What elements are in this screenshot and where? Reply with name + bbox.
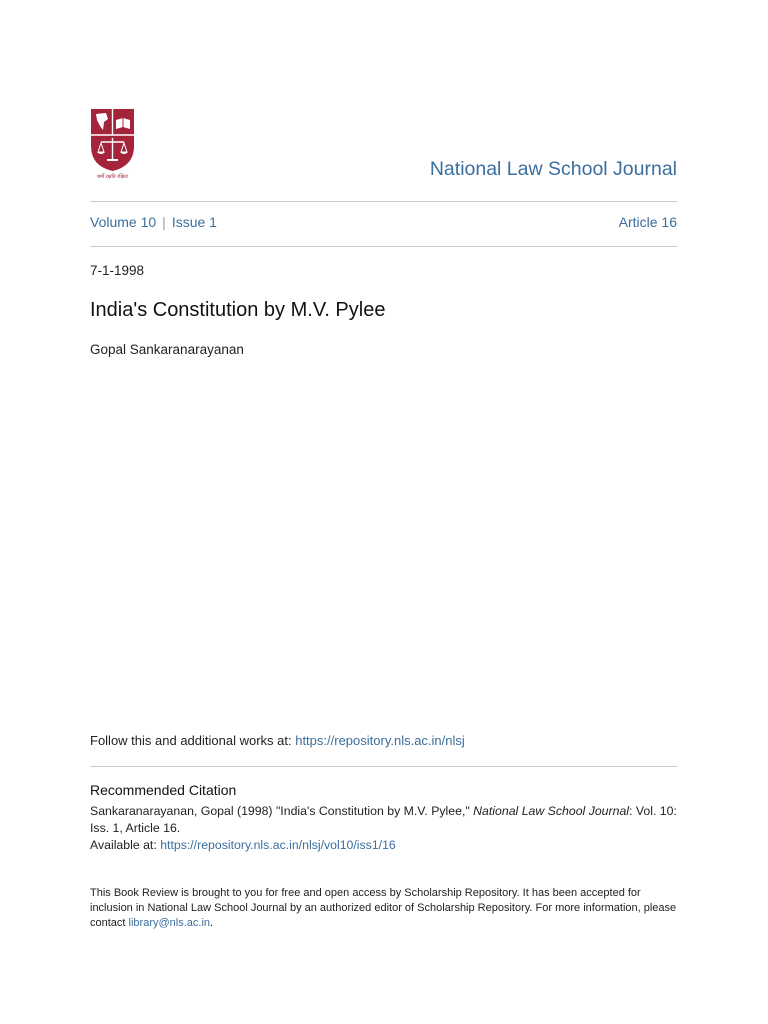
article-title: India's Constitution by M.V. Pylee	[90, 299, 386, 321]
breadcrumb-separator: |	[162, 214, 166, 230]
follow-prefix: Follow this and additional works at:	[90, 733, 296, 748]
citation-journal: National Law School Journal	[473, 804, 630, 818]
citation-body: Sankaranarayanan, Gopal (1998) "India's Constitution by M.V. Pylee,"	[90, 804, 474, 818]
article-url-link[interactable]: https://repository.nls.ac.in/nlsj/vol10/iss1/16	[160, 838, 396, 852]
access-notice-text: This Book Review is brought to you for free and open access by Scholarship Repository. It has been accepted for inclusion in National Law School Journal by an authorized editor of Scholarship Repository. For more information, please contact	[90, 887, 677, 929]
issue-link[interactable]: Issue 1	[171, 214, 217, 230]
contact-email-link[interactable]: library@nls.ac.in	[128, 917, 210, 929]
available-prefix: Available at:	[90, 838, 161, 852]
publication-date: 7-1-1998	[90, 263, 145, 278]
citation-heading: Recommended Citation	[90, 782, 237, 798]
meta-divider	[90, 246, 677, 247]
header-divider	[90, 201, 677, 202]
article-link[interactable]: Article 16	[618, 214, 677, 230]
access-notice	[90, 886, 680, 931]
citation-volume: : Vol. 10: Iss. 1, Article 16.	[90, 804, 677, 835]
follow-line	[90, 733, 465, 748]
access-notice-end: .	[210, 917, 214, 929]
repository-link[interactable]: https://repository.nls.ac.in/nlsj	[295, 733, 465, 748]
article-author: Gopal Sankaranarayanan	[90, 342, 244, 357]
citation-divider	[90, 766, 677, 767]
citation-text	[90, 803, 680, 854]
journal-logo	[90, 108, 136, 180]
volume-link[interactable]: Volume 10	[90, 214, 157, 230]
logo-motto: धर्मो रक्षति रक्षितः	[96, 174, 129, 180]
journal-title-link[interactable]: National Law School Journal	[429, 158, 677, 180]
